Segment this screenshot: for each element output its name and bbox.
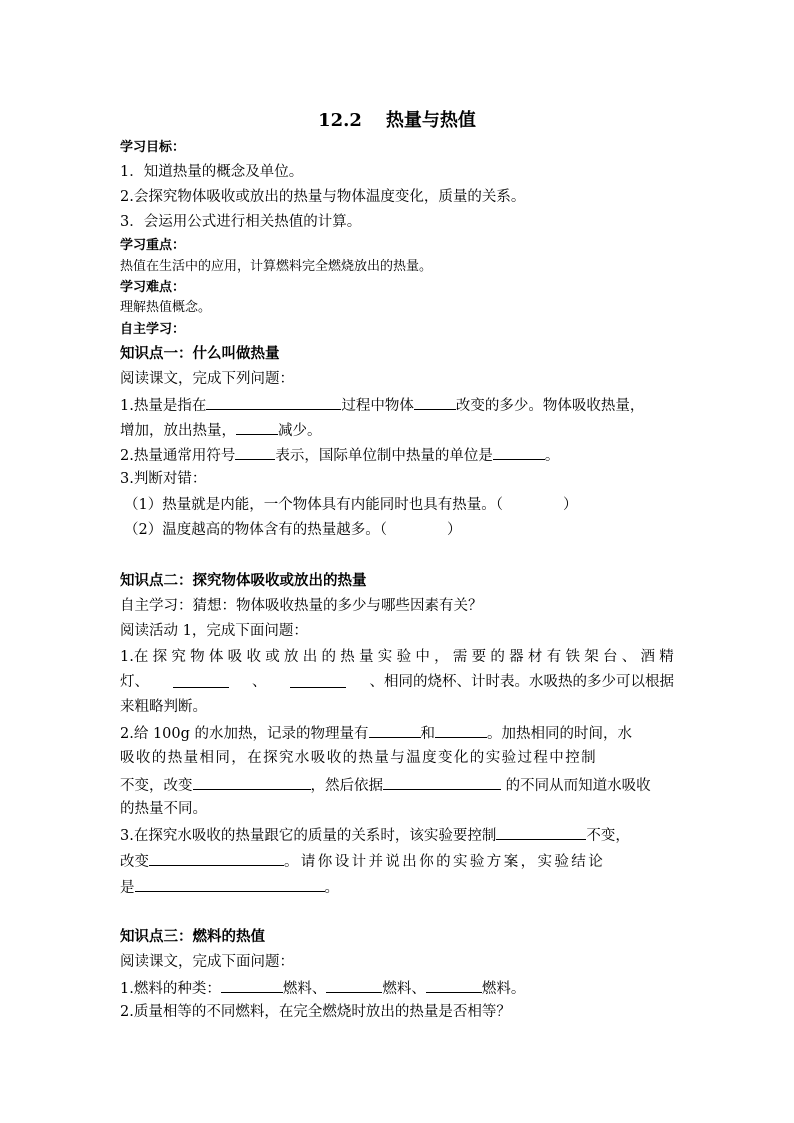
text-segment: 减少。 [278,423,322,439]
question-line [120,824,630,846]
answer-blank[interactable] [235,444,275,460]
text-char: 、 [621,649,637,665]
text-char: 吸 [227,649,243,665]
text-segment: ） [446,522,462,538]
answer-blank[interactable] [369,722,421,738]
text-char: 有 [546,649,562,665]
text-char: 中 [415,649,430,665]
section-number: 12.2 [318,110,362,131]
text-char: 热 [340,649,355,665]
answer-blank[interactable] [326,977,382,993]
question-line [120,394,644,416]
question-line: 2.质量相等的不同燃料，在完全燃烧时放出的热量是否相等？ [120,1004,511,1020]
text-char: 铁 [565,649,580,665]
text-char: ， [434,649,449,665]
question-line: 来粗略判断。 [120,699,207,715]
text-segment: 燃料、 [382,981,426,997]
text-segment: 2.给 100g 的水加热，记录的物理量有 [120,726,369,742]
text-segment: ，然后依据 [310,778,383,794]
judgement-item [124,520,461,540]
answer-blank[interactable] [414,394,456,410]
text-segment: 改变 [120,854,149,870]
text-char: 要 [471,649,487,665]
text-char: 的 [321,649,336,665]
text-segment: 过程中物体 [341,398,414,414]
text-segment: （1）热量就是内能，一个物体具有内能同时也具有热量。（ [124,497,503,513]
text-segment: 2.热量通常用符号 [120,448,236,464]
section1-heading: 知识点一：什么叫做热量 [120,345,280,362]
text-char: 出 [302,649,318,665]
text-segment: 灯、 [120,674,149,690]
section3-heading: 知识点三：燃料的热值 [120,928,265,945]
objective-item: 3．会运用公式进行相关热值的计算。 [120,214,362,230]
text-char: 架 [584,649,599,665]
text-segment: 不变，改变 [120,778,193,794]
text-char: 台 [602,649,618,665]
text-char: 实 [377,649,393,665]
answer-blank[interactable] [193,774,311,790]
answer-blank[interactable] [135,876,325,892]
answer-blank[interactable] [290,672,346,688]
text-segment: 改变的多少。物体吸收热量， [455,398,645,414]
question-line: 3.判断对错： [120,471,207,487]
key-points-text: 热值在生活中的应用，计算燃料完全燃烧放出的热量。 [120,259,433,274]
answer-blank[interactable] [426,977,482,993]
text-segment: 。加热相同的时间，水 [487,726,633,742]
text-char: 酒 [640,649,656,665]
section2-heading: 知识点二：探究物体吸收或放出的热量 [120,572,367,589]
section3-intro: 阅读课文，完成下面问题： [120,954,294,970]
objective-item: 2.会探究物体吸收或放出的热量与物体温度变化，质量的关系。 [120,189,526,205]
text-char: 材 [527,649,543,665]
answer-blank[interactable] [221,977,283,993]
question-line [120,722,632,744]
text-segment: 1.热量是指在 [120,398,207,414]
text-segment: ） [562,497,578,513]
difficulty-heading: 学习难点： [120,280,186,295]
text-segment: 1.燃料的种类： [120,981,221,997]
judgement-item [124,495,577,515]
text-char: 体 [208,649,224,665]
title-text: 热量与热值 [385,110,476,131]
text-segment: 。请你设计并说出你的实验方案，实验结论 [284,854,606,870]
question-line [120,774,651,796]
text-segment: 燃料。 [481,981,526,997]
question-line [120,850,605,872]
question-line: 吸收的热量相同，在探究水吸收的热量与温度变化的实验过程中控制 [120,750,597,766]
text-char: 或 [265,649,280,665]
question-line-justified [120,647,674,667]
answer-blank[interactable] [435,722,487,738]
objectives-heading: 学习目标： [120,140,186,155]
text-segment: 不变， [586,828,630,844]
answer-blank[interactable] [149,850,284,866]
text-char: 量 [359,649,374,665]
answer-blank[interactable] [173,672,229,688]
answer-blank[interactable] [383,774,501,790]
answer-blank[interactable] [496,824,586,840]
text-char: 物 [190,649,205,665]
text-char: 需 [452,649,468,665]
key-points-heading: 学习重点： [120,238,186,253]
text-segment: 表示，国际单位制中热量的单位是 [275,448,493,464]
question-line [120,419,322,441]
text-segment: 燃料、 [282,981,327,997]
text-segment: 的不同从而知道水吸收 [501,778,651,794]
text-char: 收 [246,649,261,665]
text-segment: 和 [420,726,436,742]
question-line [120,444,559,466]
text-char: 探 [152,649,168,665]
answer-blank[interactable] [206,394,341,410]
text-char: 精 [659,649,674,665]
text-segment: 增加，放出热量， [120,423,236,439]
section2-intro: 阅读活动 1，完成下面问题： [120,623,308,639]
answer-blank[interactable] [236,419,278,435]
text-char: 1.在 [120,649,149,665]
section2-intro: 自主学习：猜想：物体吸收热量的多少与哪些因素有关？ [120,598,483,614]
text-segment: 、相同的烧杯、计时表。水吸热的多少可以根据 [369,674,674,690]
question-line [120,977,525,999]
text-char: 器 [509,649,524,665]
text-segment: （2）温度越高的物体含有的热量越多。（ [124,522,387,538]
section1-intro: 阅读课文，完成下列问题： [120,371,294,387]
objective-item: 1．知道热量的概念及单位。 [120,164,304,180]
text-char: 的 [490,649,505,665]
text-char: 验 [396,649,412,665]
question-line [120,876,339,898]
question-line [120,672,674,692]
self-study-heading: 自主学习： [120,322,186,337]
answer-blank[interactable] [493,444,545,460]
text-segment: 。 [544,448,560,464]
text-segment: 、 [252,674,267,690]
page-title [0,106,794,132]
text-char: 究 [171,649,186,665]
difficulty-text: 理解热值概念。 [120,300,212,315]
question-line: 的热量不同。 [120,801,207,817]
text-segment: 3.在探究水吸收的热量跟它的质量的关系时，该实验要控制 [120,828,497,844]
text-segment: 。 [324,880,339,896]
text-segment: 是 [120,880,135,896]
text-char: 放 [283,649,299,665]
